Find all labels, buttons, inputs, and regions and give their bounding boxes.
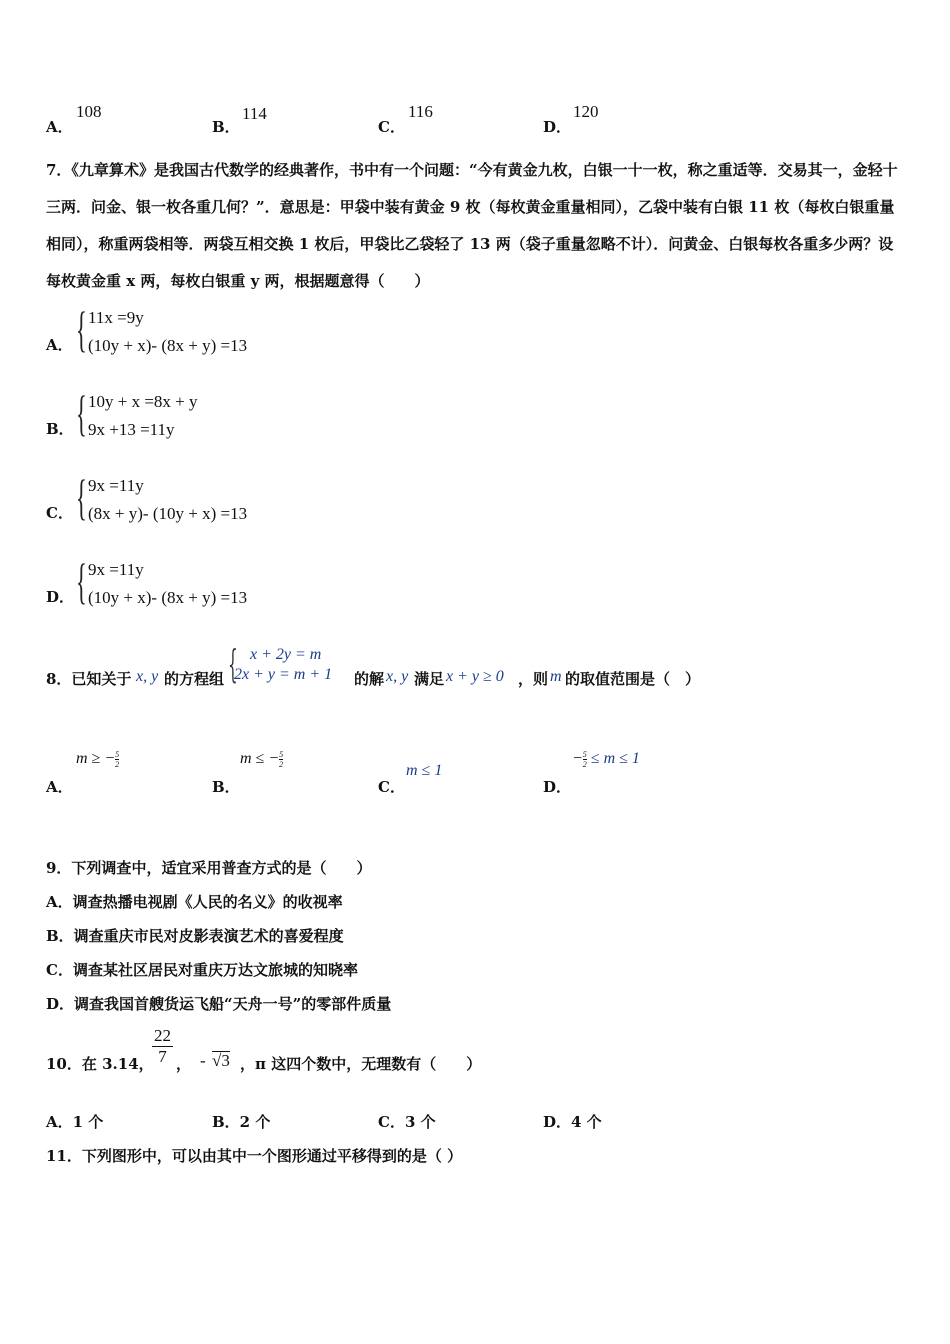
q6-option-b-label: B． <box>212 118 240 136</box>
q8-mid4: ，则 <box>518 670 549 688</box>
q10-rest: ，π 这四个数中，无理数有（ ） <box>240 1055 482 1073</box>
q7-option-c-eq2: (8x + y)- (10y + x) =13 <box>88 504 248 523</box>
q11-text: 11．下列图形中，可以由其中一个图形通过平移得到的是（ ） <box>46 1147 463 1165</box>
q8-vars: x, y <box>136 668 159 685</box>
q7-option-a-eq1: 11x =9y <box>88 308 144 327</box>
q10-option-d: D．4 个 <box>543 1113 602 1131</box>
q8-mid3: 满足 <box>414 670 445 688</box>
q7-option-b-system <box>76 385 296 448</box>
brace-icon: { <box>228 642 238 686</box>
q7-option-c-eq1: 9x =11y <box>88 476 144 495</box>
q8-option-a-label: A． <box>46 778 73 796</box>
q10-fraction: $\frac{22}{7}$ <box>154 1026 171 1066</box>
q8-condition: x + y ≥ 0 <box>446 668 504 685</box>
q9-option-a: A．调查热播电视剧《人民的名义》的收视率 <box>46 893 343 911</box>
q6-option-c-label: C． <box>378 118 405 136</box>
q9-option-b: B．调查重庆市民对皮影表演艺术的喜爱程度 <box>46 927 344 945</box>
q7-option-b-label: B． <box>46 420 74 438</box>
q7-option-d-label: D． <box>46 588 75 606</box>
q10-option-b: B．2 个 <box>212 1113 271 1131</box>
q8-prefix: 8．已知关于 <box>46 670 132 688</box>
q8-var-m: m <box>550 668 562 685</box>
q10-neg: - <box>200 1051 206 1070</box>
q6-option-d-label: D． <box>543 118 572 136</box>
q7-option-b-eq2: 9x +13 =11y <box>88 420 175 439</box>
q7-option-a-eq2: (10y + x)- (8x + y) =13 <box>88 336 248 355</box>
q7-option-a-system <box>76 301 296 364</box>
q6-option-d-value: 120 <box>573 102 599 121</box>
q8-option-a-expr: m ≥ − $\frac{5}{2}$ <box>76 750 120 769</box>
brace-icon: { <box>76 385 87 441</box>
q9-option-c: C．调查某社区居民对重庆万达文旅城的知晓率 <box>46 961 358 979</box>
q7-option-d-system <box>76 553 296 616</box>
q7-option-b-eq1: 10y + x =8x + y <box>88 392 198 411</box>
q7-option-c-system <box>76 469 296 532</box>
q7-text: 7．《九章算术》是我国古代数学的经典著作，书中有一个问题：“今有黄金九枚，白银一十一枚，称之重适等．交易其一，金轻十三两．问金、银一枚各重几何？”．意思是：甲袋中装有黄金 9 枚（每枚黄金重量相同），乙袋中装有白银 11 枚（每枚白银重量相同），称重两袋相等．两袋互相交换 1 枚后，甲袋比乙袋轻了 13 两（袋子重量忽略不计）．问黄金、白银每枚各重多少两？设每枚黄金重 x 两，每枚白银重 y 两，根据题意得（ ） <box>46 161 898 290</box>
q7-option-c-label: C． <box>46 504 73 522</box>
q7-option-d-eq1: 9x =11y <box>88 560 144 579</box>
brace-icon: { <box>76 553 87 609</box>
q6-option-b-value: 114 <box>242 104 267 123</box>
q8-mid2: 的解 <box>354 670 385 688</box>
q10-sep: ， <box>176 1055 192 1073</box>
q6-option-a-label: A． <box>46 118 73 136</box>
q8-option-d-label: D． <box>543 778 572 796</box>
q7-option-d-eq2: (10y + x)- (8x + y) =13 <box>88 588 248 607</box>
q10-option-a: A．1 个 <box>46 1113 104 1131</box>
brace-icon: { <box>76 469 87 525</box>
q8-system <box>228 642 353 688</box>
q10-prefix: 10．在 3.14， <box>46 1055 154 1073</box>
q8-option-b-label: B． <box>212 778 240 796</box>
q8-option-c-expr: m ≤ 1 <box>406 762 443 779</box>
q8-eq2: 2x + y = m + 1 <box>234 666 333 683</box>
q8-mid: 的方程组 <box>164 670 225 688</box>
q8-option-b-expr: m ≤ − $\frac{5}{2}$ <box>240 750 284 769</box>
q8-vars2: x, y <box>386 668 409 685</box>
q7-option-a-label: A． <box>46 336 73 354</box>
q9-option-d: D．调查我国首艘货运飞船“天舟一号”的零部件质量 <box>46 995 392 1013</box>
q9-text: 9．下列调查中，适宜采用普查方式的是（ ） <box>46 859 372 877</box>
q8-suffix: 的取值范围是（ ） <box>565 670 701 688</box>
q6-option-a-value: 108 <box>76 102 102 121</box>
q8-option-c-label: C． <box>378 778 405 796</box>
brace-icon: { <box>76 301 87 357</box>
q6-option-c-value: 116 <box>408 102 433 121</box>
q10-option-c: C．3 个 <box>378 1113 436 1131</box>
q8-eq1: x + 2y = m <box>250 646 322 663</box>
q8-option-d-expr: − $\frac{5}{2}$ ≤ m ≤ 1 <box>572 750 640 769</box>
q10-sqrt: √3 <box>212 1051 230 1070</box>
